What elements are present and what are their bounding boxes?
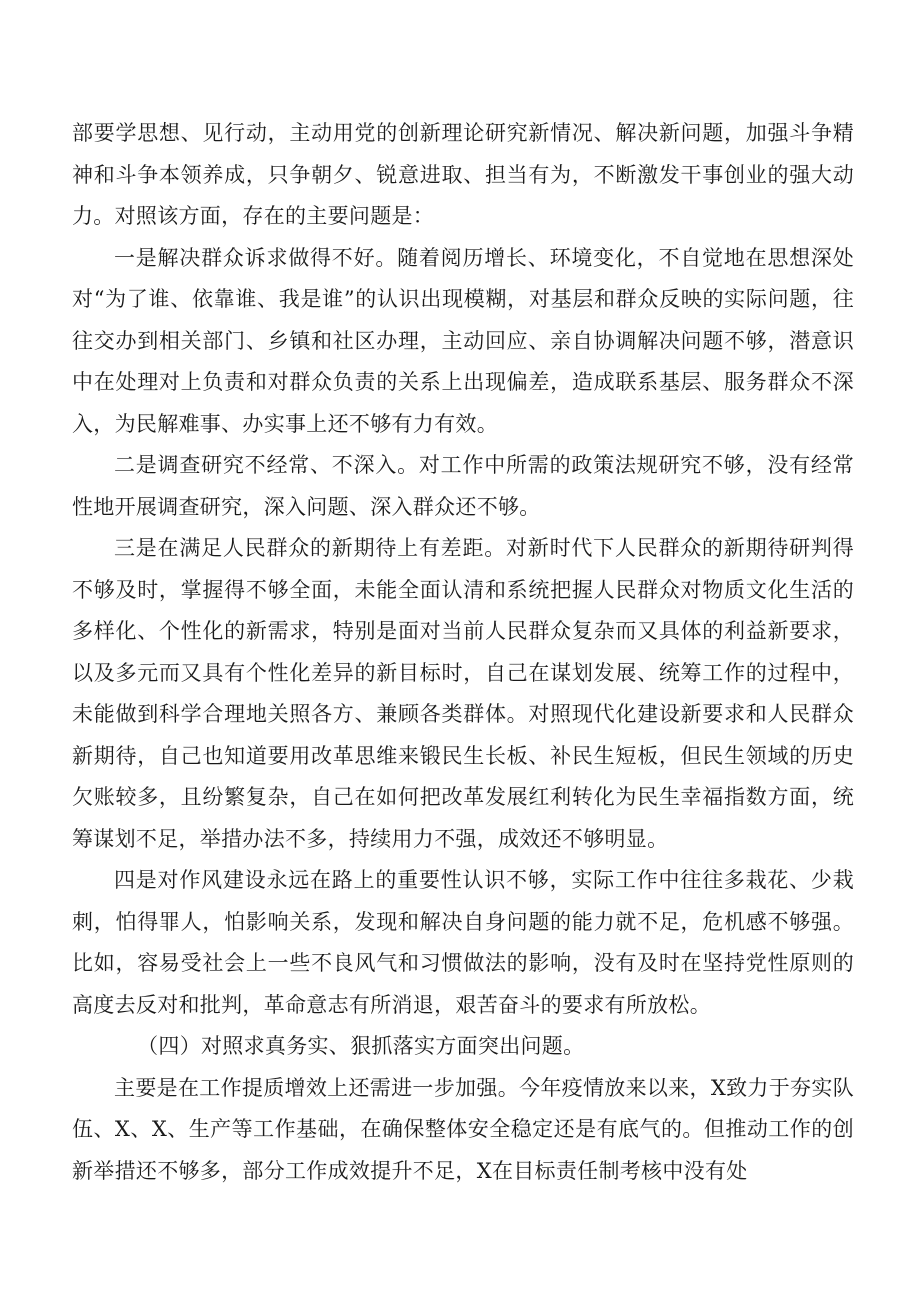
paragraph-main-issue: 主要是在工作提质增效上还需进一步加强。今年疫情放来以来，X致力于夯实队伍、X、X、生产等工作基础，在确保整体安全稳定还是有底气的。但推动工作的创新举措还不够多，部分工作成效提升不足，X在目标责任制考核中没有处 (72, 1075, 854, 1183)
paragraph-issue-one: 一是解决群众诉求做得不好。随着阅历增长、环境变化，不自觉地在思想深处对“为了谁、依靠谁、我是谁”的认识出现模糊，对基层和群众反映的实际问题，往往交办到相关部门、乡镇和社区办理，主动回应、亲自协调解决问题不够，潜意识中在处理对上负责和对群众负责的关系上出现偏差，造成联系基层、服务群众不深入，为民解难事、办实事上还不够有力有效。 (72, 245, 854, 436)
paragraph-issue-three: 三是在满足人民群众的新期待上有差距。对新时代下人民群众的新期待研判得不够及时，掌握得不够全面，未能全面认清和系统把握人民群众对物质文化生活的多样化、个性化的新需求，特别是面对当前人民群众复杂而又具体的利益新要求，以及多元而又具有个性化差异的新目标时，自己在谋划发展、统筹工作的过程中，未能做到科学合理地关照各方、兼顾各类群体。对照现代化建设新要求和人民群众新期待，自己也知道要用改革思维来锻民生长板、补民生短板，但民生领域的历史欠账较多，且纷繁复杂，自己在如何把改革发展红利转化为民生幸福指数方面，统筹谋划不足，举措办法不多，持续用力不强，成效还不够明显。 (72, 536, 854, 851)
section-heading-four: （四）对照求真务实、狠抓落实方面突出问题。 (137, 1034, 585, 1058)
document-body (72, 113, 854, 1192)
paragraph-issue-four: 四是对作风建设永远在路上的重要性认识不够，实际工作中往往多栽花、少栽刺，怕得罪人，怕影响关系，发现和解决自身问题的能力就不足，危机感不够强。比如，容易受社会上一些不良风气和习惯做法的影响，没有及时在坚持党性原则的高度去反对和批判，革命意志有所消退，艰苦奋斗的要求有所放松。 (72, 868, 854, 1017)
paragraph-intro-continuation: 部要学思想、见行动，主动用党的创新理论研究新情况、解决新问题，加强斗争精神和斗争本领养成，只争朝夕、锐意进取、担当有为，不断激发干事创业的强大动力。对照该方面，存在的主要问题是： (72, 121, 854, 228)
paragraph-issue-two: 二是调查研究不经常、不深入。对工作中所需的政策法规研究不够，没有经常性地开展调查研究，深入问题、深入群众还不够。 (72, 453, 854, 519)
